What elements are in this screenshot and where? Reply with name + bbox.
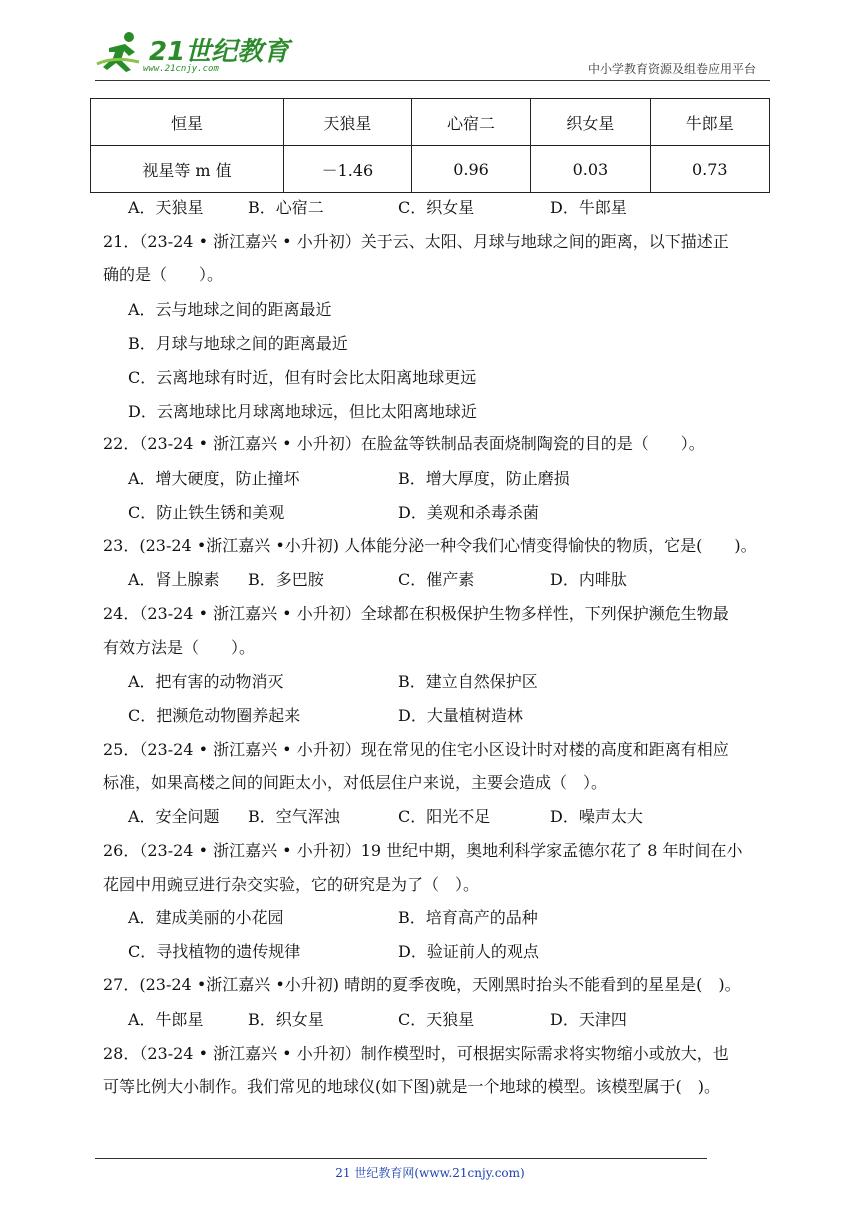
- table-cell: 视星等 m 值: [91, 146, 284, 193]
- option: A．肾上腺素: [128, 570, 220, 589]
- option: D．内啡肽: [550, 570, 627, 589]
- option: C．云离地球有时近，但有时会比太阳离地球更远: [128, 368, 477, 387]
- option: A．安全问题: [128, 807, 220, 826]
- option: A．天狼星: [128, 198, 204, 217]
- option: A．建成美丽的小花园: [128, 908, 284, 927]
- option: A．把有害的动物消灭: [128, 672, 284, 691]
- table-row: [91, 146, 770, 193]
- option: A．牛郎星: [128, 1010, 204, 1029]
- option: D．大量植树造林: [398, 706, 523, 725]
- question-24-line2: 有效方法是（ ）。: [103, 638, 256, 657]
- option: A．增大硬度，防止撞坏: [128, 469, 300, 488]
- footer: 21 世纪教育网(www.21cnjy.com): [335, 1166, 525, 1180]
- question-28-line1: 28．（23-24 • 浙江嘉兴 • 小升初）制作模型时，可根据实际需求将实物缩小或放大，也: [103, 1044, 729, 1063]
- question-21-line2: 确的是（ ）。: [103, 265, 224, 284]
- option: C．把濒危动物圈养起来: [128, 706, 301, 725]
- header-divider: [95, 80, 770, 81]
- table-cell: 心宿二: [411, 99, 530, 146]
- option: C．寻找植物的遗传规律: [128, 942, 301, 961]
- option: C．催产素: [398, 570, 475, 589]
- table-cell: 天狼星: [284, 99, 412, 146]
- option: B．心宿二: [248, 198, 324, 217]
- option: B．多巴胺: [248, 570, 324, 589]
- question-26-line2: 花园中用豌豆进行杂交实验，它的研究是为了（ ）。: [103, 875, 480, 894]
- option: C．阳光不足: [398, 807, 491, 826]
- question-25-line2: 标准，如果高楼之间的间距太小，对低层住户来说，主要会造成（ ）。: [103, 773, 608, 792]
- question-24-line1: 24．（23-24 • 浙江嘉兴 • 小升初）全球都在积极保护生物多样性，下列保护濒危生物最: [103, 604, 729, 623]
- page-header: [95, 30, 770, 80]
- star-magnitude-table: [90, 98, 770, 193]
- option: D．云离地球比月球离地球远，但比太阳离地球近: [128, 402, 477, 421]
- option: B．月球与地球之间的距离最近: [128, 334, 348, 353]
- table-cell: －1.46: [284, 146, 412, 193]
- option: C．防止铁生锈和美观: [128, 503, 285, 522]
- question-26-line1: 26．（23-24 • 浙江嘉兴 • 小升初）19 世纪中期，奥地利科学家孟德尔花了 8 年时间在小: [103, 841, 743, 860]
- option: C．天狼星: [398, 1010, 475, 1029]
- question-25-line1: 25．（23-24 • 浙江嘉兴 • 小升初）现在常见的住宅小区设计时对楼的高度和距离有相应: [103, 740, 729, 759]
- footer-divider: [95, 1158, 707, 1159]
- question-21-line1: 21．（23-24 • 浙江嘉兴 • 小升初）关于云、太阳、月球与地球之间的距离，以下描述正: [103, 232, 729, 251]
- option: D．噪声太大: [550, 807, 643, 826]
- platform-caption: 中小学教育资源及组卷应用平台: [587, 62, 756, 76]
- option: B．建立自然保护区: [398, 672, 538, 691]
- question-23: 23．(23-24 •浙江嘉兴 •小升初) 人体能分泌一种令我们心情变得愉快的物质，它是( )。: [103, 536, 757, 555]
- table-cell: 0.73: [650, 146, 769, 193]
- option: B．织女星: [248, 1010, 324, 1029]
- option: D．牛郎星: [550, 198, 627, 217]
- option: A．云与地球之间的距离最近: [128, 300, 332, 319]
- option: C．织女星: [398, 198, 475, 217]
- option: B．增大厚度，防止磨损: [398, 469, 570, 488]
- logo-text: 21世纪教育: [149, 37, 290, 67]
- question-28-line2: 可等比例大小制作。我们常见的地球仪(如下图)就是一个地球的模型。该模型属于( )。: [103, 1077, 720, 1096]
- table-cell: 牛郎星: [650, 99, 769, 146]
- table-cell: 0.96: [411, 146, 530, 193]
- option: D．验证前人的观点: [398, 942, 539, 961]
- question-22: 22．（23-24 • 浙江嘉兴 • 小升初）在脸盆等铁制品表面烧制陶瓷的目的是（ ）。: [103, 434, 705, 453]
- question-27: 27．(23-24 •浙江嘉兴 •小升初) 晴朗的夏季夜晚，天刚黑时抬头不能看到的星星是( )。: [103, 975, 741, 994]
- table-cell: 织女星: [531, 99, 650, 146]
- runner-logo-icon: [95, 30, 147, 74]
- option: B．空气浑浊: [248, 807, 340, 826]
- option: D．天津四: [550, 1010, 627, 1029]
- table-cell: 0.03: [531, 146, 650, 193]
- logo-url: www.21cnjy.com: [143, 64, 219, 74]
- table-row: [91, 99, 770, 146]
- table-cell: 恒星: [91, 99, 284, 146]
- option: D．美观和杀毒杀菌: [398, 503, 539, 522]
- option: B．培育高产的品种: [398, 908, 538, 927]
